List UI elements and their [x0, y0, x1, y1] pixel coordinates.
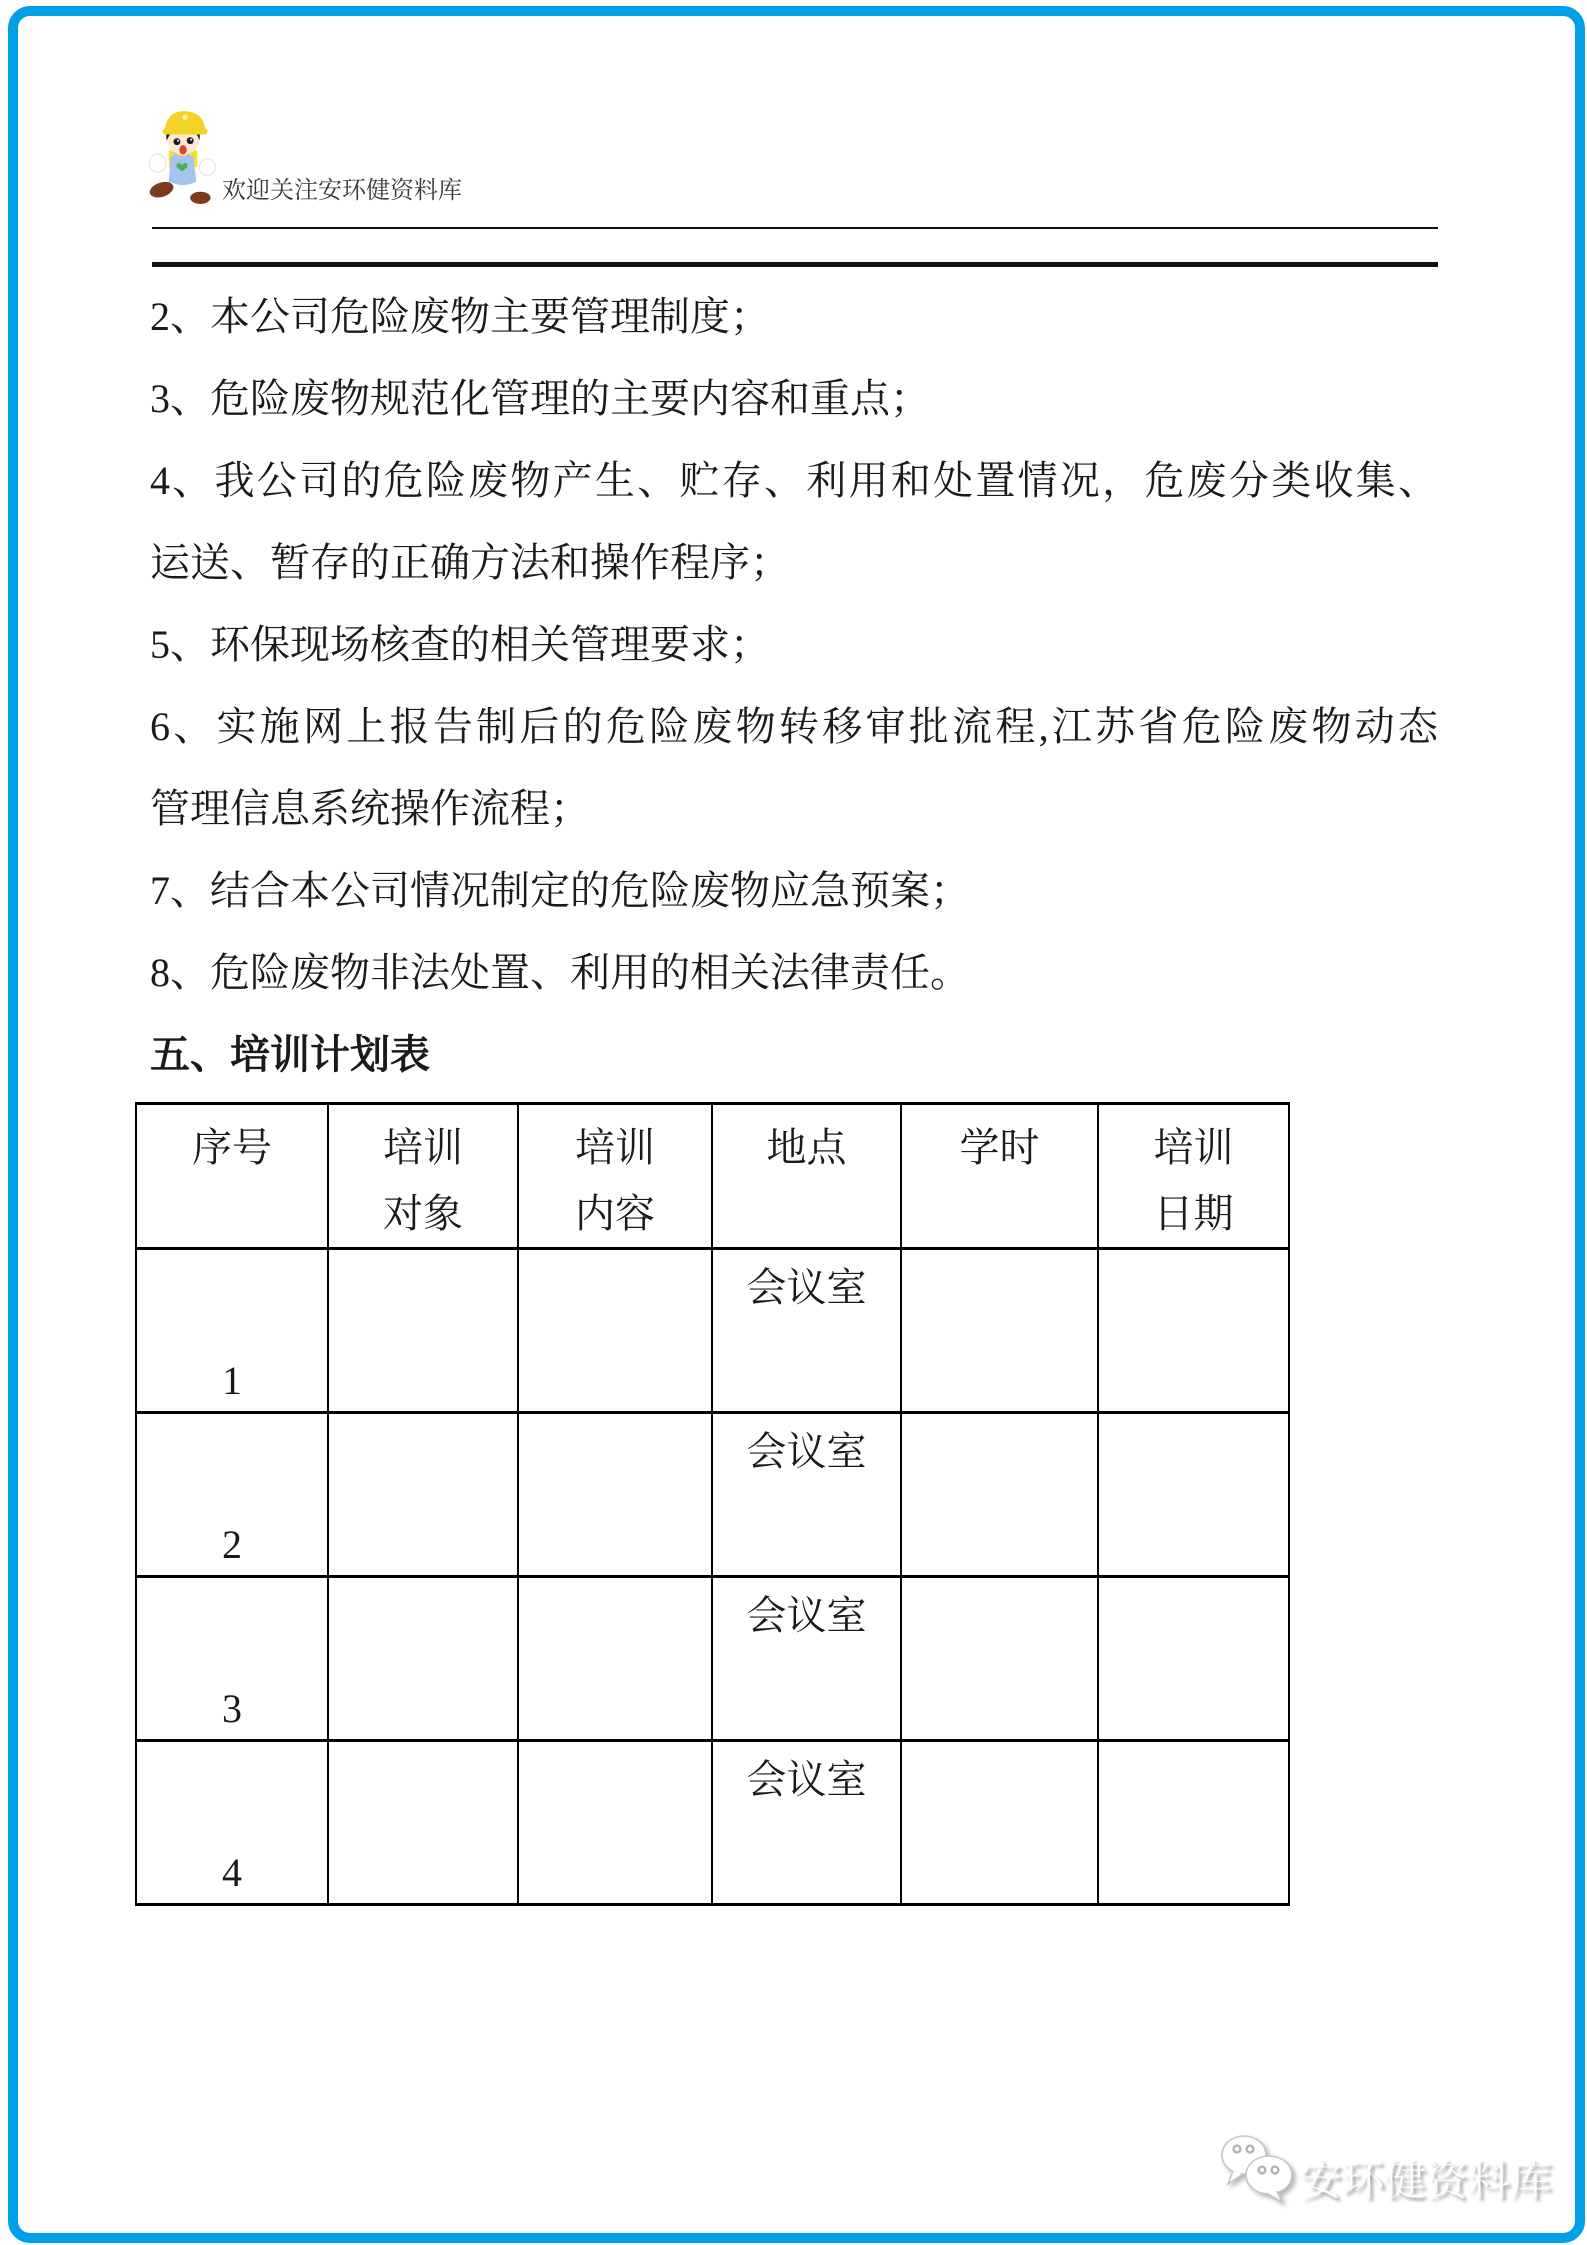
footer-brand-text: 安环健资料库	[1300, 2157, 1553, 2204]
cell-location: 会议室	[712, 1577, 901, 1741]
cell-hours	[901, 1741, 1098, 1905]
table-row	[136, 1741, 1289, 1905]
body-line: 4、我公司的危险废物产生、贮存、利用和处置情况，危废分类收集、	[150, 458, 1438, 503]
table-row	[136, 1577, 1289, 1741]
cell-content	[518, 1249, 712, 1413]
header-rule-thick	[152, 262, 1438, 267]
col-header-line: 序号	[192, 1125, 272, 1170]
cell-location: 会议室	[712, 1413, 901, 1577]
col-header-content	[518, 1104, 712, 1249]
col-header-trainees	[328, 1104, 518, 1249]
body-line: 8、危险废物非法处置、利用的相关法律责任。	[150, 950, 970, 995]
body-line: 5、环保现场核查的相关管理要求；	[150, 622, 770, 667]
header-brand-text: 欢迎关注安环健资料库	[222, 177, 462, 204]
cell-hours	[901, 1249, 1098, 1413]
body-line: 运送、暂存的正确方法和操作程序；	[150, 540, 790, 585]
table-row	[136, 1413, 1289, 1577]
col-header-line: 培训	[1153, 1125, 1234, 1170]
cell-seq: 3	[136, 1577, 328, 1741]
col-header-line: 内容	[575, 1191, 655, 1236]
body-line: 3、危险废物规范化管理的主要内容和重点；	[150, 376, 930, 421]
cell-date	[1098, 1577, 1289, 1741]
body-line: 6、实施网上报告制后的危险废物转移审批流程,江苏省危险废物动态	[150, 704, 1438, 749]
cell-date	[1098, 1741, 1289, 1905]
worker-mascot-icon	[148, 108, 216, 206]
cell-content	[518, 1577, 712, 1741]
cell-hours	[901, 1577, 1098, 1741]
body-line: 2、本公司危险废物主要管理制度；	[150, 294, 770, 339]
body-line: 管理信息系统操作流程；	[150, 786, 590, 831]
col-header-line: 日期	[1153, 1191, 1234, 1236]
col-header-line: 地点	[766, 1125, 847, 1170]
col-header-line: 培训	[575, 1125, 655, 1170]
col-header-line: 培训	[383, 1125, 463, 1170]
cell-date	[1098, 1249, 1289, 1413]
cell-trainees	[328, 1577, 518, 1741]
body-line: 7、结合本公司情况制定的危险废物应急预案；	[150, 868, 970, 913]
cell-location: 会议室	[712, 1249, 901, 1413]
cell-seq: 4	[136, 1741, 328, 1905]
cell-trainees	[328, 1249, 518, 1413]
cell-seq: 1	[136, 1249, 328, 1413]
header-rule-thin	[152, 227, 1438, 229]
col-header-date	[1098, 1104, 1289, 1249]
cell-location: 会议室	[712, 1741, 901, 1905]
col-header-line: 学时	[959, 1125, 1040, 1170]
cell-trainees	[328, 1413, 518, 1577]
cell-content	[518, 1741, 712, 1905]
cell-date	[1098, 1413, 1289, 1577]
cell-content	[518, 1413, 712, 1577]
table-header-row	[136, 1104, 1289, 1249]
training-plan-table	[135, 1102, 1290, 1906]
col-header-seq	[136, 1104, 328, 1249]
cell-trainees	[328, 1741, 518, 1905]
cell-hours	[901, 1413, 1098, 1577]
table-row	[136, 1249, 1289, 1413]
col-header-line: 对象	[383, 1191, 463, 1236]
wechat-icon	[1216, 2132, 1298, 2204]
document-body	[150, 276, 1438, 1096]
section-title: 五、培训计划表	[150, 1032, 430, 1077]
cell-seq: 2	[136, 1413, 328, 1577]
col-header-location	[712, 1104, 901, 1249]
col-header-hours	[901, 1104, 1098, 1249]
